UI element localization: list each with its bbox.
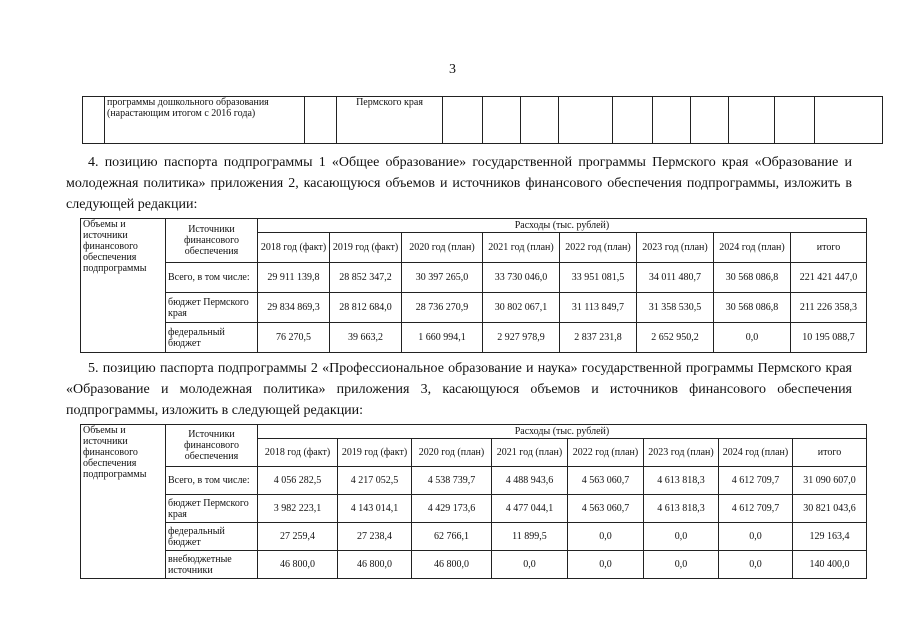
section4-total-cell: 211 226 358,3 bbox=[791, 293, 867, 323]
section4-value-cell: 34 011 480,7 bbox=[637, 263, 714, 293]
section4-value-cell: 30 397 265,0 bbox=[402, 263, 483, 293]
fragment-cell bbox=[559, 97, 613, 144]
section5-year-header: 2021 год (план) bbox=[492, 439, 568, 467]
section5-col2-header: Источники финансового обеспечения bbox=[166, 425, 258, 467]
section4-value-cell: 29 911 139,8 bbox=[258, 263, 330, 293]
fragment-cell bbox=[815, 97, 883, 144]
section5-value-cell: 46 800,0 bbox=[258, 551, 338, 579]
section5-total-cell: 31 090 607,0 bbox=[793, 467, 867, 495]
section5-value-cell: 4 477 044,1 bbox=[492, 495, 568, 523]
section5-value-cell: 4 429 173,6 bbox=[412, 495, 492, 523]
section4-year-header: 2023 год (план) bbox=[637, 233, 714, 263]
section5-expenses-header: Расходы (тыс. рублей) bbox=[258, 425, 867, 439]
section5-year-header: 2018 год (факт) bbox=[258, 439, 338, 467]
section4-expenses-header: Расходы (тыс. рублей) bbox=[258, 219, 867, 233]
section5-value-cell: 4 143 014,1 bbox=[338, 495, 412, 523]
fragment-region-text: Пермского края bbox=[337, 97, 443, 144]
section5-value-cell: 4 488 943,6 bbox=[492, 467, 568, 495]
section4-col2-header: Источники финансового обеспечения bbox=[166, 219, 258, 263]
section5-value-cell: 46 800,0 bbox=[412, 551, 492, 579]
section5-total-header: итого bbox=[793, 439, 867, 467]
section4-value-cell: 31 113 849,7 bbox=[560, 293, 637, 323]
section5-col1-header: Объемы и источники финансового обеспечения подпрограммы bbox=[81, 425, 166, 579]
section4-finance-table bbox=[80, 218, 867, 353]
section4-total-cell: 10 195 088,7 bbox=[791, 323, 867, 353]
section5-value-cell: 0,0 bbox=[644, 523, 719, 551]
fragment-cell bbox=[521, 97, 559, 144]
section4-value-cell: 31 358 530,5 bbox=[637, 293, 714, 323]
section4-value-cell: 2 652 950,2 bbox=[637, 323, 714, 353]
fragment-cell bbox=[613, 97, 653, 144]
section5-total-cell: 129 163,4 bbox=[793, 523, 867, 551]
section4-source-label: Всего, в том числе: bbox=[166, 263, 258, 293]
section5-year-header: 2024 год (план) bbox=[719, 439, 793, 467]
section4-value-cell: 29 834 869,3 bbox=[258, 293, 330, 323]
section5-value-cell: 3 982 223,1 bbox=[258, 495, 338, 523]
section5-value-cell: 4 538 739,7 bbox=[412, 467, 492, 495]
fragment-cell bbox=[653, 97, 691, 144]
fragment-cell bbox=[691, 97, 729, 144]
section4-value-cell: 28 852 347,2 bbox=[330, 263, 402, 293]
section5-value-cell: 0,0 bbox=[568, 523, 644, 551]
fragment-cell bbox=[729, 97, 775, 144]
section4-value-cell: 30 568 086,8 bbox=[714, 293, 791, 323]
section5-value-cell: 11 899,5 bbox=[492, 523, 568, 551]
fragment-cell bbox=[775, 97, 815, 144]
section4-value-cell: 30 568 086,8 bbox=[714, 263, 791, 293]
section5-source-label: Всего, в том числе: bbox=[166, 467, 258, 495]
fragment-cell bbox=[443, 97, 483, 144]
section5-value-cell: 0,0 bbox=[568, 551, 644, 579]
section4-value-cell: 39 663,2 bbox=[330, 323, 402, 353]
section5-value-cell: 4 612 709,7 bbox=[719, 495, 793, 523]
section4-paragraph: 4. позицию паспорта подпрограммы 1 «Общее образование» государственной программы Пермского края «Образование и молодежная политика» приложения 2, касающуюся объемов и источников финансового обеспечения подпрограммы, изложить в следующей редакции: bbox=[66, 155, 852, 212]
section5-value-cell: 4 563 060,7 bbox=[568, 495, 644, 523]
section4-col1-header: Объемы и источники финансового обеспечения подпрограммы bbox=[81, 219, 166, 353]
section4-value-cell: 30 802 067,1 bbox=[483, 293, 560, 323]
section4-source-label: бюджет Пермского края bbox=[166, 293, 258, 323]
section4-year-header: 2019 год (факт) bbox=[330, 233, 402, 263]
previous-table-fragment bbox=[82, 96, 883, 144]
section5-value-cell: 0,0 bbox=[492, 551, 568, 579]
section5-source-label: внебюджетные источники bbox=[166, 551, 258, 579]
section4-year-header: 2020 год (план) bbox=[402, 233, 483, 263]
section4-value-cell: 76 270,5 bbox=[258, 323, 330, 353]
section4-value-cell: 1 660 994,1 bbox=[402, 323, 483, 353]
section5-value-cell: 4 217 052,5 bbox=[338, 467, 412, 495]
section5-value-cell: 4 613 818,3 bbox=[644, 495, 719, 523]
section5-year-header: 2019 год (факт) bbox=[338, 439, 412, 467]
section4-value-cell: 2 927 978,9 bbox=[483, 323, 560, 353]
section5-value-cell: 0,0 bbox=[644, 551, 719, 579]
section5-value-cell: 62 766,1 bbox=[412, 523, 492, 551]
section5-finance-table bbox=[80, 424, 867, 579]
section5-year-header: 2020 год (план) bbox=[412, 439, 492, 467]
section4-total-header: итого bbox=[791, 233, 867, 263]
section5-year-header: 2022 год (план) bbox=[568, 439, 644, 467]
section4-value-cell: 28 812 684,0 bbox=[330, 293, 402, 323]
page-number: 3 bbox=[449, 62, 456, 77]
fragment-cell bbox=[483, 97, 521, 144]
section4-year-header: 2022 год (план) bbox=[560, 233, 637, 263]
section4-source-label: федеральный бюджет bbox=[166, 323, 258, 353]
fragment-indicator-text: программы дошкольного образования (нарастающим итогом с 2016 года) bbox=[105, 97, 305, 144]
section5-value-cell: 46 800,0 bbox=[338, 551, 412, 579]
section4-total-cell: 221 421 447,0 bbox=[791, 263, 867, 293]
section4-value-cell: 28 736 270,9 bbox=[402, 293, 483, 323]
section5-value-cell: 4 612 709,7 bbox=[719, 467, 793, 495]
section4-value-cell: 33 951 081,5 bbox=[560, 263, 637, 293]
section5-paragraph: 5. позицию паспорта подпрограммы 2 «Профессиональное образование и наука» государственной программы Пермского края «Образование и молодежная политика» приложения 3, касающуюся объемов и источников финансового обеспечения подпрограммы, изложить в следующей редакции: bbox=[66, 361, 852, 418]
section4-value-cell: 2 837 231,8 bbox=[560, 323, 637, 353]
section5-source-label: федеральный бюджет bbox=[166, 523, 258, 551]
section5-value-cell: 0,0 bbox=[719, 523, 793, 551]
section5-year-header: 2023 год (план) bbox=[644, 439, 719, 467]
section5-value-cell: 0,0 bbox=[719, 551, 793, 579]
fragment-cell bbox=[305, 97, 337, 144]
fragment-cell bbox=[83, 97, 105, 144]
section5-total-cell: 140 400,0 bbox=[793, 551, 867, 579]
section5-total-cell: 30 821 043,6 bbox=[793, 495, 867, 523]
section5-value-cell: 27 238,4 bbox=[338, 523, 412, 551]
section5-value-cell: 27 259,4 bbox=[258, 523, 338, 551]
section4-year-header: 2021 год (план) bbox=[483, 233, 560, 263]
section4-value-cell: 0,0 bbox=[714, 323, 791, 353]
section5-value-cell: 4 563 060,7 bbox=[568, 467, 644, 495]
section5-source-label: бюджет Пермского края bbox=[166, 495, 258, 523]
section4-year-header: 2018 год (факт) bbox=[258, 233, 330, 263]
section4-value-cell: 33 730 046,0 bbox=[483, 263, 560, 293]
section5-value-cell: 4 613 818,3 bbox=[644, 467, 719, 495]
section4-year-header: 2024 год (план) bbox=[714, 233, 791, 263]
section5-value-cell: 4 056 282,5 bbox=[258, 467, 338, 495]
